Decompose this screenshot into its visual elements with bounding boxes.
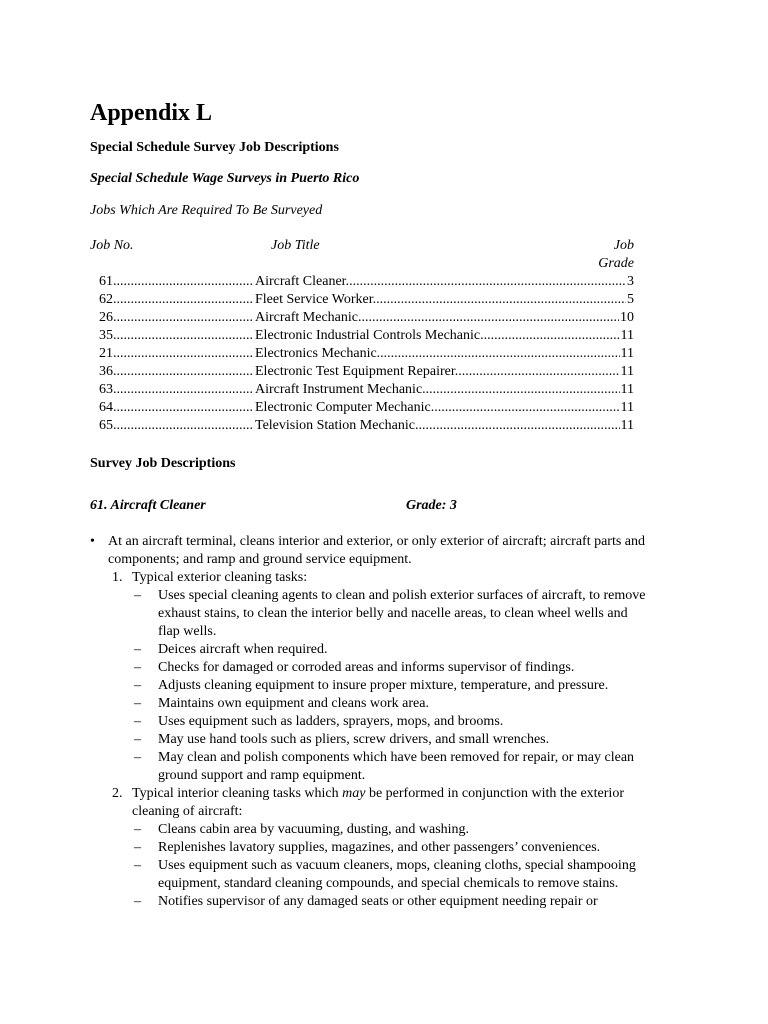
job-grade-value: 11 (620, 328, 634, 343)
list-number: 2. (112, 786, 123, 801)
job-title: Television Station Mechanic (255, 418, 415, 433)
task-item (90, 893, 650, 911)
job-title: Aircraft Mechanic (255, 310, 358, 325)
task-text: Uses equipment such as ladders, sprayers, mops, and brooms. (158, 714, 504, 729)
job-title: Electronics Mechanic (255, 346, 377, 361)
dash-marker: – (134, 822, 141, 837)
job-description (90, 533, 650, 911)
col-header-job-title: Job Title (271, 238, 320, 253)
task-item (90, 839, 650, 857)
task-text: Replenishes lavatory supplies, magazines, and other passengers’ conveniences. (158, 840, 601, 855)
task-text: Deices aircraft when required. (158, 642, 328, 657)
job-title: Aircraft Cleaner (255, 274, 346, 289)
dash-marker: – (134, 714, 141, 729)
task-item (90, 857, 650, 893)
col-header-job-grade-line1: Job (613, 238, 634, 253)
document-page (90, 0, 646, 1024)
task-item (90, 587, 650, 641)
job-list-row (90, 345, 634, 363)
job-number: 65 (99, 418, 113, 433)
job-list-row (90, 291, 634, 309)
task-item (90, 677, 650, 695)
job-number: 61 (99, 274, 113, 289)
dash-marker: – (134, 660, 141, 675)
job-grade-value: 11 (620, 400, 634, 415)
job-title: Aircraft Instrument Mechanic (255, 382, 423, 397)
interior-tasks-title: Typical interior cleaning tasks which may be performed in conjunction with the exterior cleaning of aircraft: (132, 786, 624, 819)
job-list-row (90, 363, 634, 381)
job-number: 21 (99, 346, 113, 361)
job-title: Electronic Test Equipment Repairer (255, 364, 455, 379)
job-title: Electronic Industrial Controls Mechanic (255, 328, 481, 343)
task-item (90, 821, 650, 839)
job-number: 26 (99, 310, 113, 325)
task-item (90, 731, 650, 749)
job-list-row (90, 381, 634, 399)
dash-marker: – (134, 858, 141, 873)
job-list-row (90, 273, 634, 291)
task-text: Cleans cabin area by vacuuming, dusting, and washing. (158, 822, 470, 837)
task-item (90, 713, 650, 731)
job-list-row (90, 309, 634, 327)
task-item (90, 749, 650, 785)
document-subtitle: Special Schedule Survey Job Descriptions (90, 140, 339, 155)
dash-marker: – (134, 696, 141, 711)
task-item (90, 641, 650, 659)
dash-marker: – (134, 750, 141, 765)
job-number: 36 (99, 364, 113, 379)
job-grade-value: 11 (620, 418, 634, 433)
job-title: Fleet Service Worker (255, 292, 373, 307)
task-text: Uses special cleaning agents to clean and polish exterior surfaces of aircraft, to remove exhaust stains, to clean the interior belly and nacelle areas, to clean wheel wells and flap wells. (158, 588, 646, 639)
dash-marker: – (134, 642, 141, 657)
job-title: Electronic Computer Mechanic (255, 400, 431, 415)
job-grade-value: 10 (620, 310, 634, 325)
job-list (90, 273, 634, 435)
dash-marker: – (134, 732, 141, 747)
job-list-row (90, 327, 634, 345)
bullet-text: At an aircraft terminal, cleans interior and exterior, or only exterior of aircraft; aircraft parts and components; and ramp and ground service equipment. (108, 534, 646, 567)
task-text: May clean and polish components which have been removed for repair, or may clean ground support and ramp equipment. (158, 750, 635, 783)
section-title: Survey Job Descriptions (90, 456, 236, 471)
job-grade-value: 11 (620, 364, 634, 379)
task-text: Checks for damaged or corroded areas and informs supervisor of findings. (158, 660, 575, 675)
dash-marker: – (134, 678, 141, 693)
exterior-tasks-title: Typical exterior cleaning tasks: (132, 570, 308, 585)
dash-marker: – (134, 894, 141, 909)
task-item (90, 659, 650, 677)
page-title: Appendix L (90, 100, 213, 126)
job-number: 63 (99, 382, 113, 397)
job-grade: Grade: 3 (406, 498, 457, 513)
job-list-row (90, 417, 634, 435)
description-bullet (90, 533, 650, 569)
job-grade-value: 5 (627, 292, 634, 307)
job-number: 62 (99, 292, 113, 307)
dash-marker: – (134, 840, 141, 855)
required-jobs-heading: Jobs Which Are Required To Be Surveyed (90, 203, 323, 218)
task-text: May use hand tools such as pliers, screw drivers, and small wrenches. (158, 732, 550, 747)
col-header-job-grade-line2: Grade (598, 256, 634, 271)
exterior-tasks-item (90, 569, 650, 587)
task-text: Uses equipment such as vacuum cleaners, mops, cleaning cloths, special shampooing equipment, standard cleaning compounds, and special chemicals to remove stains. (158, 858, 636, 891)
job-grade-value: 11 (620, 346, 634, 361)
job-number: 35 (99, 328, 113, 343)
job-heading: 61. Aircraft Cleaner (90, 498, 206, 513)
job-list-row (90, 399, 634, 417)
col-header-job-no: Job No. (90, 238, 134, 253)
exterior-tasks-list (90, 587, 650, 785)
list-number: 1. (112, 570, 123, 585)
job-grade-value: 3 (627, 274, 634, 289)
interior-tasks-list (90, 821, 650, 911)
survey-subtitle: Special Schedule Wage Surveys in Puerto Rico (90, 171, 360, 186)
task-text: Maintains own equipment and cleans work area. (158, 696, 429, 711)
dash-marker: – (134, 588, 141, 603)
col-header-job-grade (598, 237, 634, 273)
bullet-marker: • (90, 534, 95, 549)
task-text: Notifies supervisor of any damaged seats or other equipment needing repair or (158, 894, 598, 909)
task-item (90, 695, 650, 713)
job-number: 64 (99, 400, 113, 415)
job-grade-value: 11 (620, 382, 634, 397)
interior-tasks-item (90, 785, 650, 821)
task-text: Adjusts cleaning equipment to insure proper mixture, temperature, and pressure. (158, 678, 609, 693)
